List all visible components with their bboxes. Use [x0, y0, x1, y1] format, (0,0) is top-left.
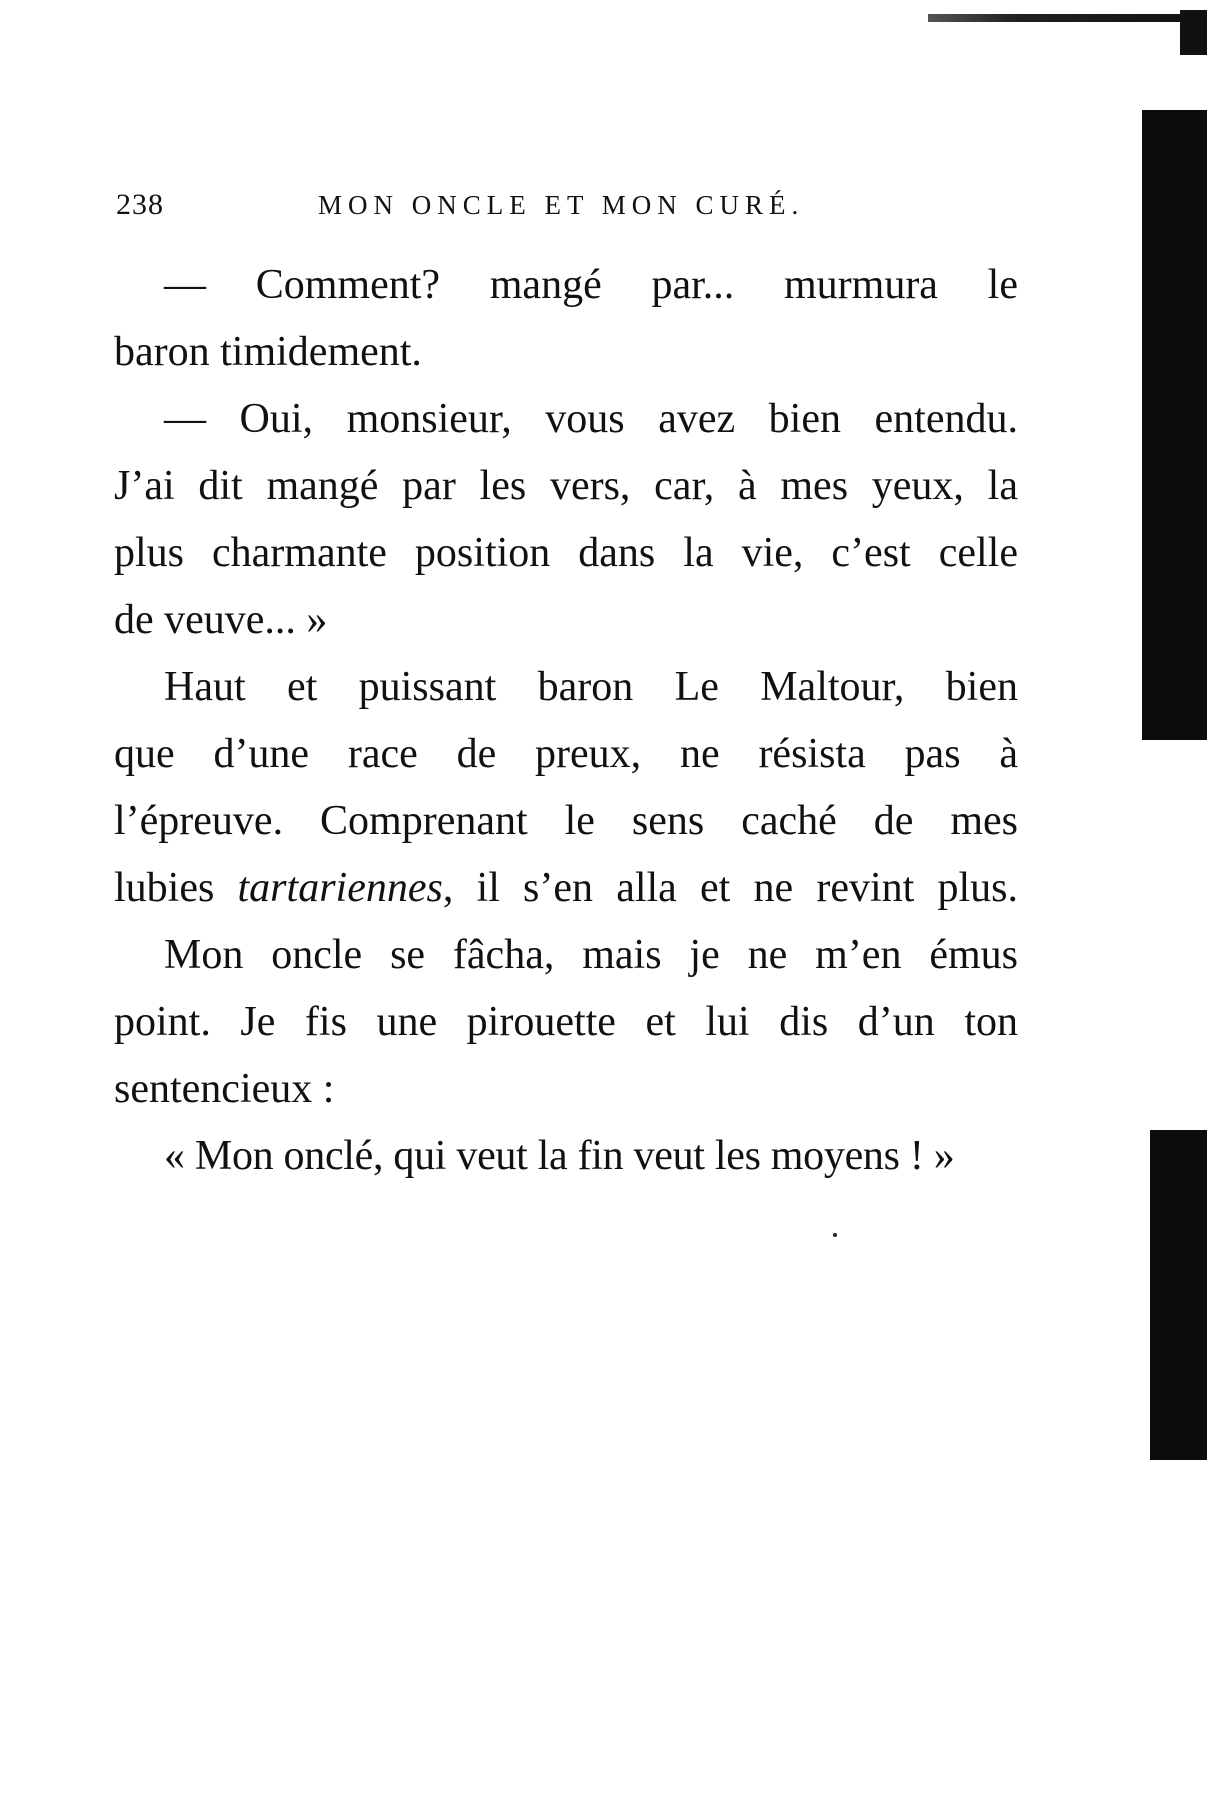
text-line: que d’une race de preux, ne résista pas à: [114, 731, 1018, 777]
text-line: l’épreuve. Comprenant le sens caché de mes: [114, 798, 1018, 844]
scan-edge-top: [928, 14, 1207, 22]
running-title: MON ONCLE ET MON CURÉ.: [318, 190, 805, 220]
scan-edge-bar-upper: [1142, 110, 1207, 740]
text-line: — Comment? mangé par... murmura le: [164, 262, 1018, 308]
text-line: Mon oncle se fâcha, mais je ne m’en émus: [164, 932, 1018, 978]
text-run: , il s’en alla et ne revint plus.: [442, 865, 1018, 911]
text-line: — Oui, monsieur, vous avez bien entendu.: [164, 396, 1018, 442]
text-line: Haut et puissant baron Le Maltour, bien: [164, 664, 1018, 710]
text-line: J’ai dit mangé par les vers, car, à mes yeux, la: [114, 463, 1018, 509]
scan-edge-bar-lower: [1150, 1130, 1207, 1460]
text-line-mixed: [114, 855, 1018, 922]
page-number: 238: [116, 188, 164, 221]
text-line: plus charmante position dans la vie, c’est celle: [114, 530, 1018, 576]
scan-edge-corner: [1180, 10, 1207, 55]
text-line: point. Je fis une pirouette et lui dis d’un ton: [114, 999, 1018, 1045]
quote-line: « Mon onclé, qui veut la fin veut les moyens ! »: [164, 1133, 955, 1179]
text-line: sentencieux :: [114, 1066, 335, 1112]
speck: [833, 1233, 837, 1237]
running-header: [116, 188, 1016, 228]
body-text: [114, 252, 1018, 1190]
text-line: de veuve... »: [114, 597, 328, 643]
italic-word: tartariennes: [237, 865, 443, 911]
text-line: baron timidement.: [114, 329, 422, 375]
text-run: lubies: [114, 865, 238, 911]
